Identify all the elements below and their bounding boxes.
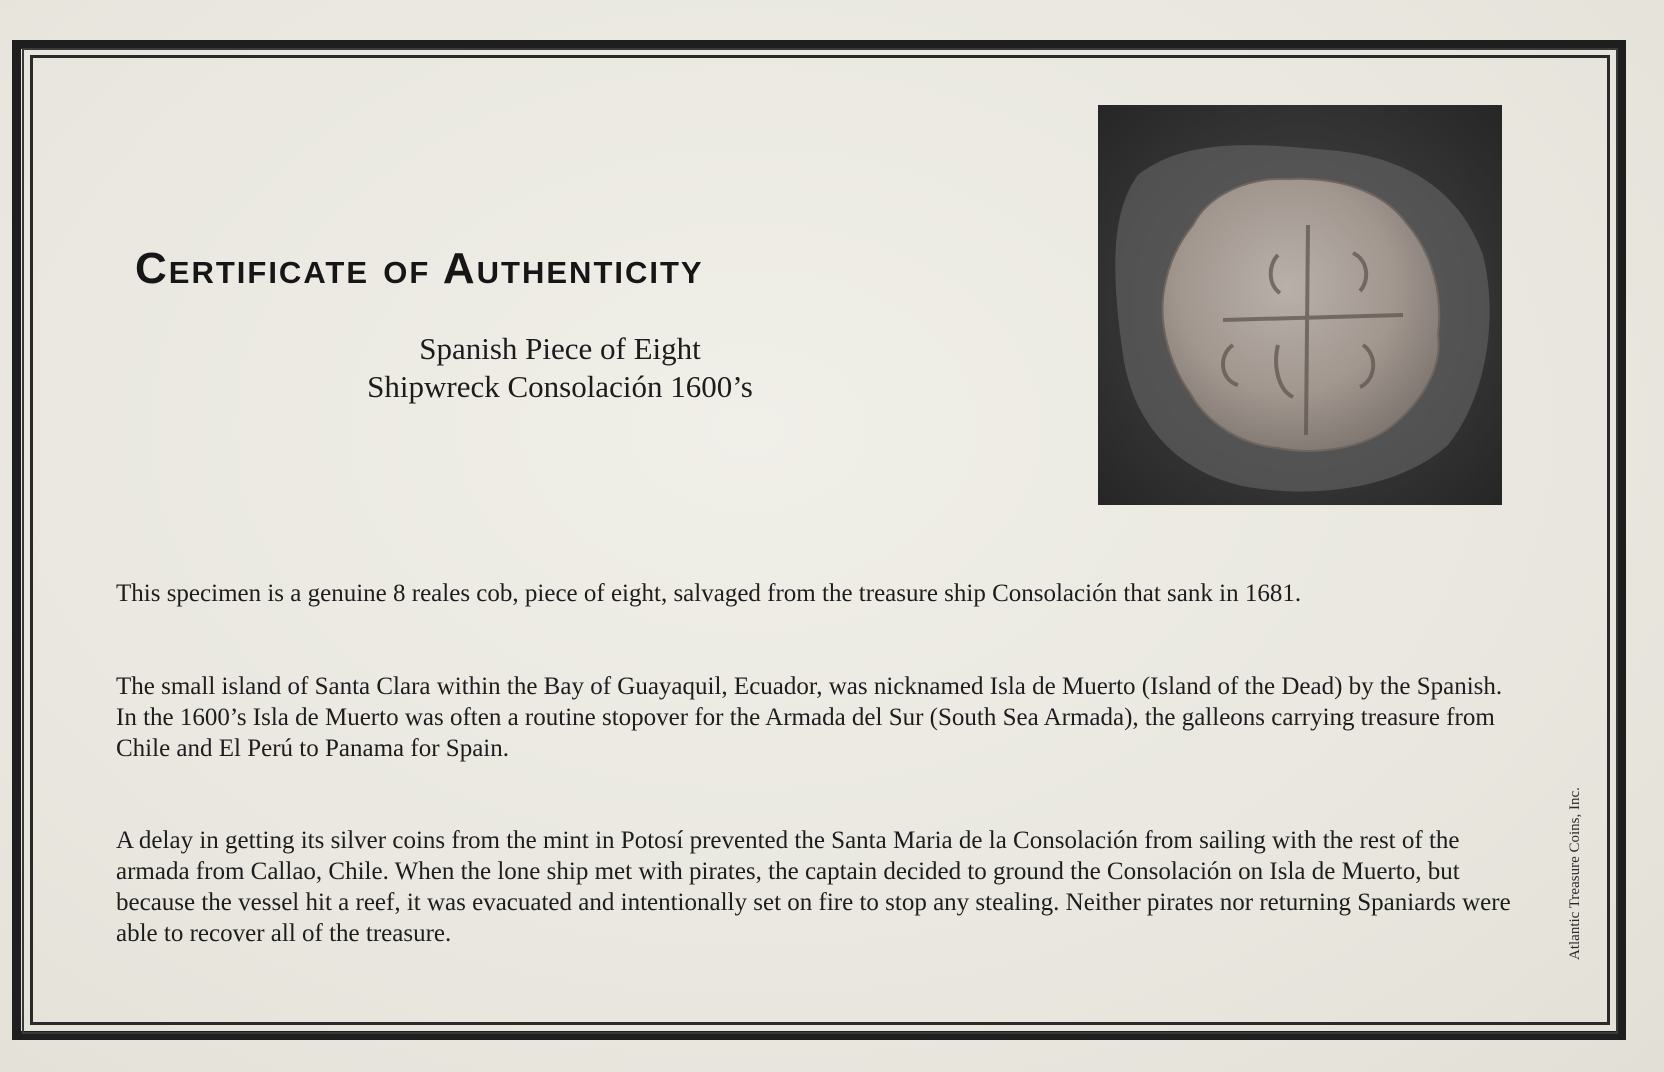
coin-image	[1098, 105, 1502, 505]
subtitle-line-2: Shipwreck Consolación 1600’s	[367, 369, 753, 404]
certificate-subtitle	[280, 330, 840, 406]
coin-photo	[1098, 105, 1502, 505]
company-credit: Atlantic Treasure Coins, Inc.	[1567, 787, 1583, 960]
subtitle-line-1: Spanish Piece of Eight	[419, 331, 701, 366]
paragraph-shipwreck: A delay in getting its silver coins from the mint in Potosí prevented the Santa Maria de la Consolación from sailing with the rest of the armada from Callao, Chile. When the lone ship met with pirates, the captain decided to ground the Consolación on Isla de Muerto, but because the vessel hit a reef, it was evacuated and intentionally set on fire to stop any stealing. Neither pirates nor returning Spaniards were able to recover all of the treasure.	[116, 827, 1511, 947]
certificate-title: Certificate of Authenticity	[135, 244, 704, 293]
paragraph-history: The small island of Santa Clara within the Bay of Guayaquil, Ecuador, was nicknamed Isla de Muerto (Island of the Dead) by the Spanish. In the 1600’s Isla de Muerto was often a routine stopover for the Armada del Sur (South Sea Armada), the galleons carrying treasure from Chile and El Perú to Panama for Spain.	[116, 673, 1503, 762]
paragraph-specimen: This specimen is a genuine 8 reales cob, piece of eight, salvaged from the treasure ship Consolación that sank in 1681.	[116, 580, 1302, 607]
